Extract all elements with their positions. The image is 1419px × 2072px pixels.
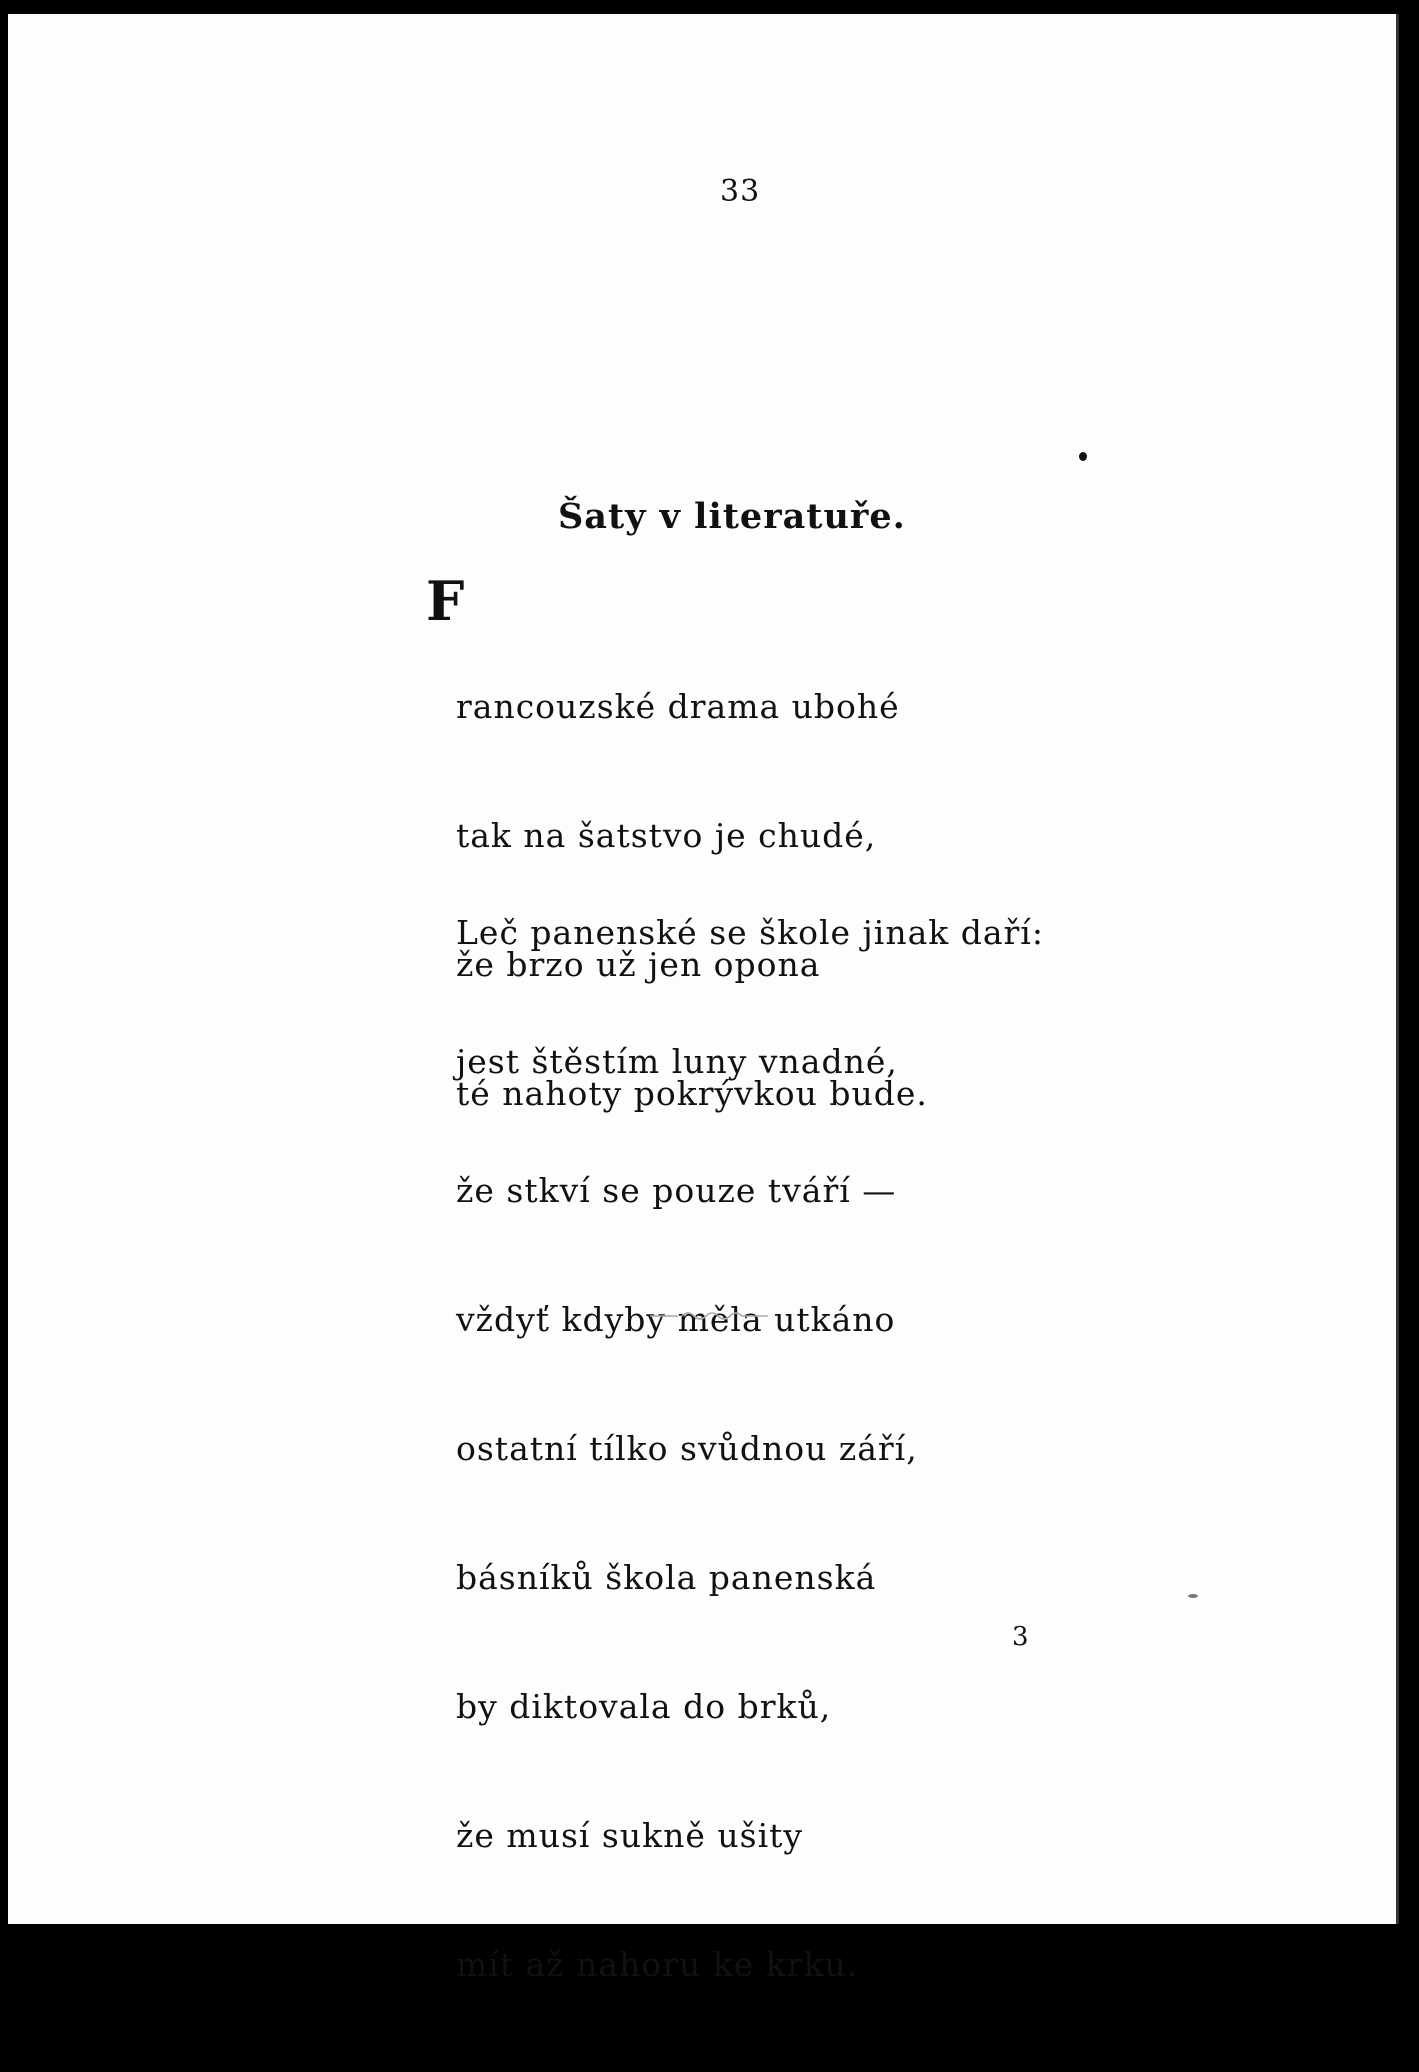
page-number: 33 xyxy=(720,174,761,209)
poem-line: tak na šatstvo je chudé, xyxy=(456,816,877,855)
scan-edge xyxy=(720,1924,1419,1941)
ink-speck xyxy=(1188,1594,1198,1598)
poem-line: ostatní tílko svůdnou září, xyxy=(456,1429,918,1468)
poem-line: Leč panenské se škole jinak daří: xyxy=(456,913,1044,952)
stanza-2 xyxy=(456,825,1044,2072)
poem-title: Šaty v literatuře. xyxy=(558,496,906,537)
poem-line: vždyť kdyby měla utkáno xyxy=(456,1300,896,1339)
poem-line: by diktovala do brků, xyxy=(456,1687,832,1726)
poem-line: té nahoty pokrývkou bude. xyxy=(456,1074,928,1113)
poem-line: básníků škola panenská xyxy=(456,1558,877,1597)
end-ornament xyxy=(648,1306,788,1324)
poem-line: že musí sukně ušity xyxy=(456,1816,804,1855)
book-page xyxy=(8,14,1398,1984)
poem-line: jest štěstím luny vnadné, xyxy=(456,1042,898,1081)
poem-line: že stkví se pouze tváří — xyxy=(456,1171,897,1210)
page-edge xyxy=(1396,14,1399,1924)
ink-speck xyxy=(1079,452,1087,461)
signature-mark: 3 xyxy=(1012,1622,1029,1652)
poem-line: rancouzské drama ubohé xyxy=(456,687,900,726)
drop-cap: F xyxy=(426,569,465,633)
poem-line: že brzo už jen opona xyxy=(456,945,821,984)
poem-line: mít až nahoru ke krku. xyxy=(456,1945,859,1984)
